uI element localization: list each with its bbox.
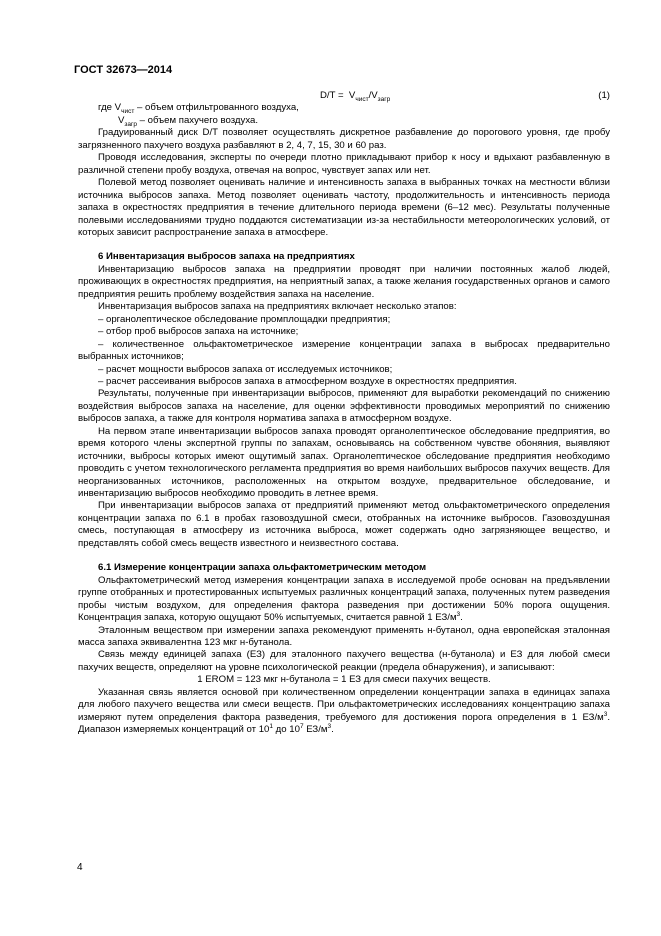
- paragraph: Инвентаризация выбросов запаха на предприятиях включает несколько этапов:: [98, 301, 457, 313]
- document-body: [78, 90, 610, 737]
- paragraph: Связь между единицей запаха (ЕЗ) для эталонного пахучего вещества (н-бутанола) и ЕЗ для любой смеси пахучих веществ, определяют на уровне психологической реакции (предела обнаружения), и записывают:: [78, 649, 610, 673]
- paragraph: Градуированный диск D/T позволяет осуществлять дискретное разбавление до порогового уровня, где пробу загрязненного пахучего воздуха разбавляют в 2, 4, 7, 15, 30 и 60 раз.: [78, 127, 610, 151]
- formula-expression: $D/T = V_{чист}/V_{загр}$: [320, 90, 391, 103]
- paragraph: Указанная связь является основой при количественном определении концентрации запаха в единицах запаха для любого пахучего вещества или смеси веществ. При ольфактометрических исследованиях концентрацию запаха измеряют путем определения фактора разведения, требуемого для достижения порога определения в 1 $ЕЗ/м^3$. Диапазон измеряемых концентраций от $10^1$ до $10^7$ $ЕЗ/м^3$.: [78, 686, 610, 736]
- formula-where-line: где $V_{чист}$ – объем отфильтрованного воздуха,: [98, 102, 299, 116]
- paragraph: Эталонным веществом при измерении запаха рекомендуют применять н-бутанол, одна европейская эталонная масса запаха эквивалентна 123 мкг н-бутанола.: [78, 624, 610, 649]
- paragraph: На первом этапе инвентаризации выбросов запаха проводят органолептическое обследование предприятия, во время которого члены экспертной группы по запахам, основываясь на собственном чувстве обоняния, выявляют источники, выбросы которых имеют ощутимый запах. Органолептическое обследование предприятия необходимо проводить с учетом технологического регламента предприятия во время наибольших выбросов пахучих веществ. Для неорганизованных источников, расположенных на открытом воздухе, предварительное обследование, и инвентаризацию выбросов необходимо проводить в летнее время.: [78, 425, 610, 500]
- paragraph: При инвентаризации выбросов запаха от предприятий применяют метод ольфактометрического определения концентрации запаха по 6.1 в пробах газовоздушной смеси, отобранных на источнике выбросов. Газовоздушная смесь, поступающая в атмосферу из источника выброса, может содержать одно загрязняющее вещество, и представлять собой смесь веществ известного и неизвестного состава.: [78, 500, 610, 549]
- paragraph: Ольфактометрический метод измерения концентрации запаха в исследуемой пробе основан на предъявлении группе отобранных и протестированных испытуемых различных концентраций запаха, полученных путем разведения пробы чистым воздухом, для определения фактора разведения при достижении 50% порога ощущения. Концентрация запаха, которую ощущают 50% испытуемых, считается равной 1 $ЕЗ/м^3$.: [78, 574, 610, 624]
- page-number: 4: [77, 862, 83, 873]
- document-header: ГОСТ 32673—2014: [74, 64, 173, 76]
- list-item: – расчет мощности выбросов запаха от исследуемых источников;: [98, 363, 393, 375]
- subsection-heading: 6.1 Измерение концентрации запаха ольфактометрическим методом: [98, 562, 427, 574]
- list-item: – органолептическое обследование промплощадки предприятия;: [98, 313, 391, 325]
- equation: 1 EROM = 123 мкг н-бутанола = 1 ЕЗ для смеси пахучих веществ.: [197, 674, 491, 686]
- list-item: – отбор проб выбросов запаха на источнике;: [98, 326, 299, 338]
- paragraph: Полевой метод позволяет оценивать наличие и интенсивность запаха в выбранных точках на местности вблизи источника выбросов запаха. Метод позволяет оценивать частоту, продолжительность и интенсивность периода запаха в окрестностях предприятия в течение длительного периода времени (6–12 мес). Результаты полученные полевыми исследованиями трудно поддаются систематизации из-за нестабильности метеорологических условий, от которых зависит распространение запаха в атмосфере.: [78, 177, 610, 238]
- formula-number: (1): [598, 90, 610, 101]
- paragraph: Проводя исследования, эксперты по очереди плотно прикладывают прибор к носу и вдыхают разбавленную в различной степени пробу воздуха, отвечая на вопрос, чувствует запах или нет.: [78, 152, 610, 176]
- formula-where-line: $V_{загр}$ – объем пахучего воздуха.: [118, 114, 259, 128]
- paragraph: Инвентаризацию выбросов запаха на предприятии проводят при наличии постоянных жалоб людей, проживающих в окрестностях предприятия, на неприятный запах, а также желания государственных органов и самого предприятия решить проблему воздействия запаха на население.: [78, 263, 610, 300]
- formula-1: [78, 90, 610, 102]
- section-heading: 6 Инвентаризация выбросов запаха на предприятиях: [98, 251, 355, 263]
- list-item: – количественное ольфактометрическое измерение концентрации запаха в выбросах предварительно выбранных источников;: [78, 338, 610, 363]
- list-item: – расчет рассеивания выбросов запаха в атмосферном воздухе в окрестностях предприятия.: [98, 375, 517, 387]
- paragraph: Результаты, полученные при инвентаризации выбросов, применяют для выработки рекомендаций по снижению воздействия выбросов запаха на население, для оценки эффективности проводимых мероприятий по снижению выбросов запаха, а также для контроля норматива запаха в атмосферном воздухе.: [78, 388, 610, 425]
